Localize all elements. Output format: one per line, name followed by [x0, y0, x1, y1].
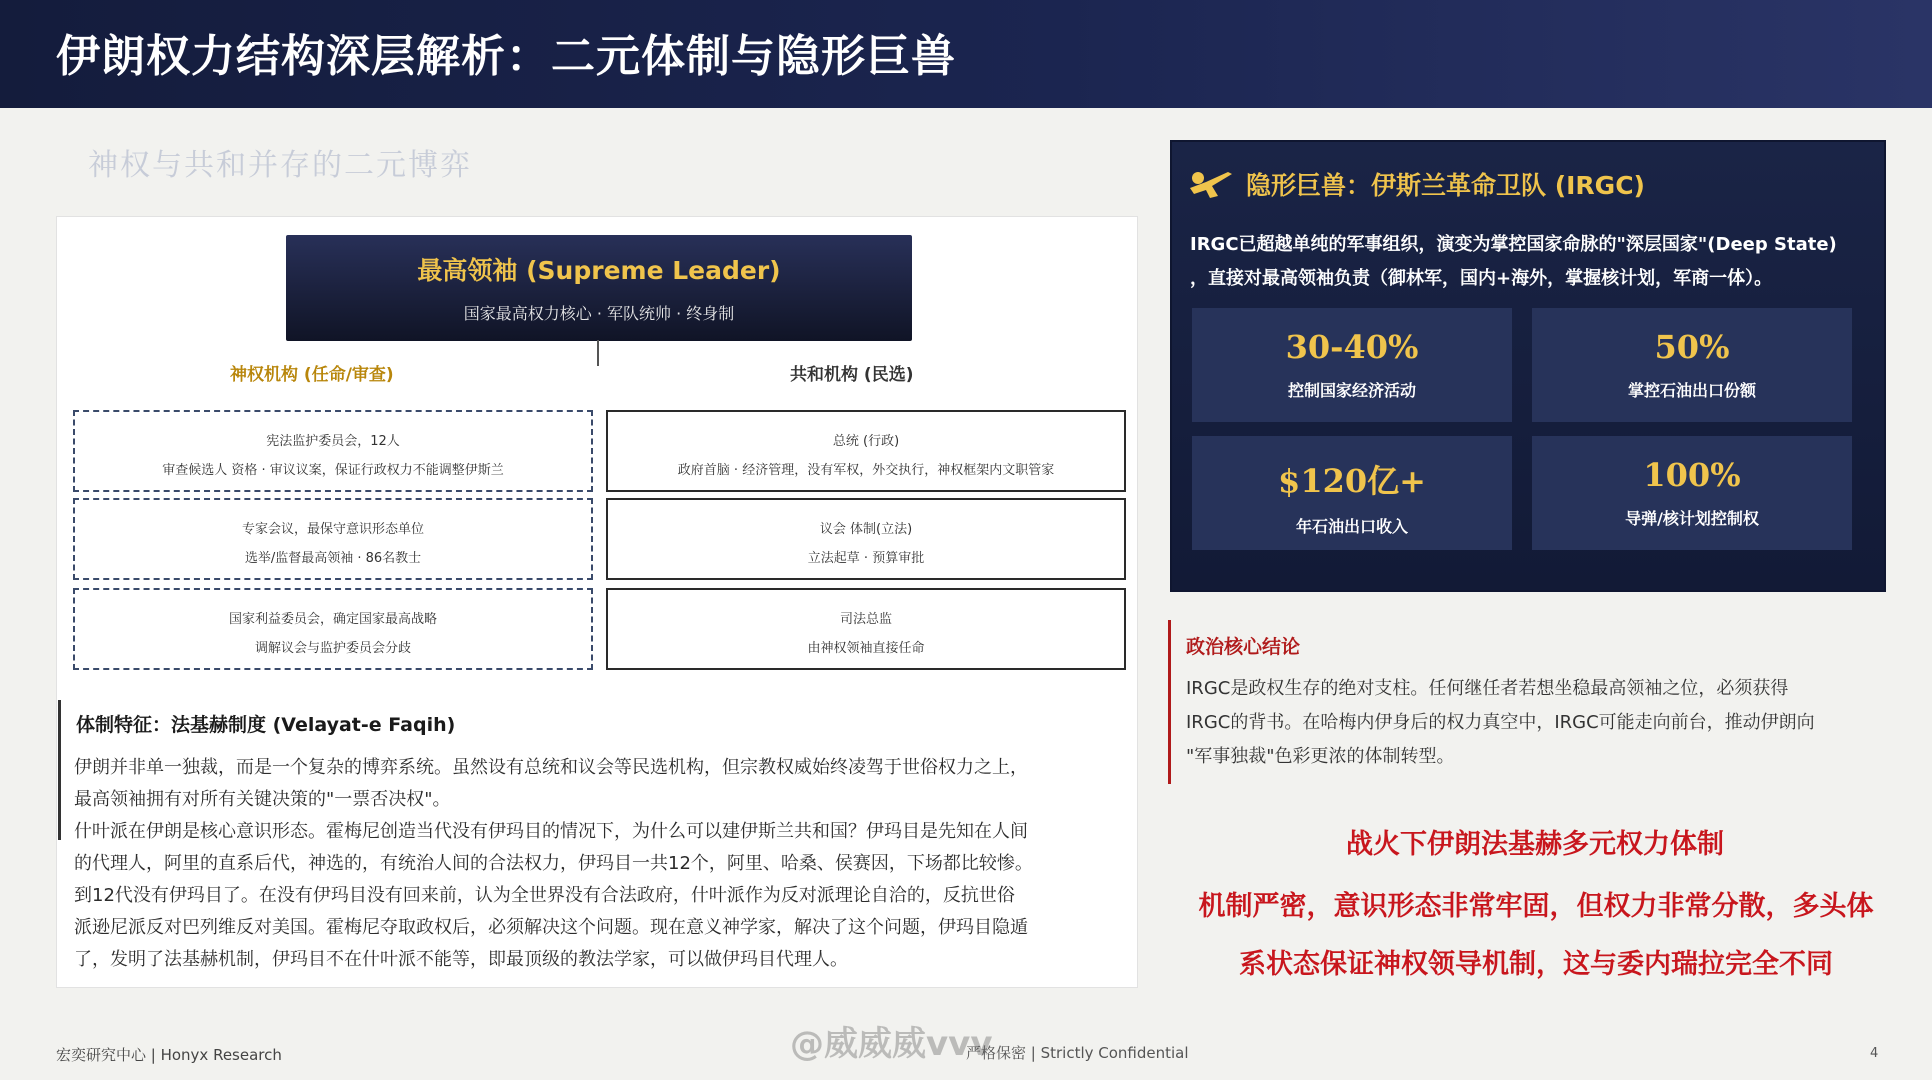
- stat-label: 年石油出口收入: [1295, 517, 1408, 536]
- stat-card: [1532, 308, 1852, 422]
- stat-value: 50%: [1654, 328, 1730, 366]
- conclusion-text: [1186, 672, 1886, 774]
- stat-value: 30-40%: [1285, 328, 1419, 366]
- box-line: 专家会议，最保守意识形态单位: [241, 522, 424, 537]
- stat-card: [1192, 308, 1512, 422]
- conclusion-line: IRGC是政权生存的绝对支柱。任何继任者若想坐稳最高领袖之位，必须获得: [1186, 678, 1789, 699]
- box-line: 政府首脑 · 经济管理，没有军权，外交执行，神权框架内文职管家: [677, 463, 1055, 478]
- conclusion-title: 政治核心结论: [1186, 636, 1301, 658]
- section-subtitle: 神权与共和并存的二元博弈: [88, 148, 472, 183]
- box-line: 立法起草 · 预算审批: [807, 551, 925, 566]
- expediency-council-box: [73, 588, 593, 670]
- red-note: 系状态保证神权领导机制，这与委内瑞拉完全不同: [1239, 949, 1833, 980]
- paragraph-line: 派逊尼派反对巴列维反对美国。霍梅尼夺取政权后，必须解决这个问题。现在意义神学家，解决了这个问题，伊玛目隐遁: [74, 917, 1028, 938]
- paragraph-line: 了，发明了法基赫机制，伊玛目不在什叶派不能等，即最顶级的教法学家，可以做伊玛目代理人。: [74, 949, 848, 970]
- box-line: 宪法监护委员会，12人: [266, 434, 400, 449]
- irgc-title: 隐形巨兽：伊斯兰革命卫队 (IRGC): [1246, 171, 1645, 200]
- conclusion-line: IRGC的背书。在哈梅内伊身后的权力真空中，IRGC可能走向前台，推动伊朗向: [1186, 712, 1815, 733]
- paragraph-line: 的代理人，阿里的直系后代，神选的，有统治人间的合法权力，伊玛目一共12个，阿里、哈桑、侯赛因，下场都比较惨。: [74, 853, 1033, 874]
- trait-accent-bar: [58, 700, 61, 840]
- rifle-icon: [1188, 166, 1234, 200]
- stat-card: [1192, 436, 1512, 550]
- judiciary-box: [606, 588, 1126, 670]
- paragraph-line: 到12代没有伊玛目了。在没有伊玛目没有回来前，认为全世界没有合法政府，什叶派作为反对派理论自洽的，反抗世俗: [74, 885, 1015, 906]
- stat-value: 100%: [1643, 456, 1741, 494]
- paragraph-line: 最高领袖拥有对所有关键决策的"一票否决权"。: [74, 789, 451, 810]
- box-line: 审查候选人 资格 · 审议议案，保证行政权力不能调整伊斯兰: [162, 463, 504, 478]
- paragraph-line: 什叶派在伊朗是核心意识形态。霍梅尼创造当代没有伊玛目的情况下，为什么可以建伊斯兰共和国？伊玛目是先知在人间: [74, 821, 1028, 842]
- red-note: 战火下伊朗法基赫多元权力体制: [1346, 829, 1724, 860]
- footer-org: 宏奕研究中心 | Honyx Research: [56, 1046, 282, 1064]
- stat-card: [1532, 436, 1852, 550]
- stat-label: 控制国家经济活动: [1287, 381, 1416, 400]
- irgc-desc-line: IRGC已超越单纯的军事组织，演变为掌控国家命脉的"深层国家"(Deep State): [1190, 234, 1837, 255]
- footer-confidential: 严格保密 | Strictly Confidential: [966, 1044, 1189, 1062]
- stat-value: $120亿+: [1278, 462, 1426, 500]
- supreme-leader-title: 最高领袖 (Supreme Leader): [417, 256, 781, 285]
- box-line: 调解议会与监护委员会分歧: [254, 641, 411, 656]
- trait-title: 体制特征：法基赫制度 (Velayat-e Faqih): [76, 714, 456, 736]
- theocratic-label: 神权机构 (任命/审查): [230, 365, 394, 385]
- box-line: 总统 (行政): [832, 434, 900, 449]
- stat-label: 导弹/核计划控制权: [1625, 509, 1759, 528]
- box-line: 选举/监督最高领袖 · 86名教士: [244, 551, 422, 566]
- guardian-council-box: [73, 410, 593, 492]
- assembly-of-experts-box: [73, 498, 593, 580]
- red-note: 机制严密，意识形态非常牢固，但权力非常分散，多头体: [1198, 891, 1874, 922]
- paragraph-line: 伊朗并非单一独裁，而是一个复杂的博弈系统。虽然设有总统和议会等民选机构，但宗教权威始终凌驾于世俗权力之上，: [74, 757, 1028, 778]
- box-line: 议会 体制(立法): [819, 522, 913, 537]
- irgc-desc-line: ，直接对最高领袖负责（御林军，国内+海外，掌握核计划，军商一体）。: [1190, 268, 1773, 289]
- republican-label: 共和机构 (民选): [790, 365, 914, 385]
- president-box: [606, 410, 1126, 492]
- page-title: 伊朗权力结构深层解析：二元体制与隐形巨兽: [56, 31, 956, 82]
- irgc-description: [1190, 228, 1870, 296]
- watermark: @威威威vvv: [790, 1024, 993, 1064]
- conclusion-accent-bar: [1168, 620, 1171, 784]
- box-line: 由神权领袖直接任命: [807, 641, 925, 656]
- stat-label: 掌控石油出口份额: [1627, 381, 1756, 400]
- branch-connector: [597, 340, 599, 366]
- box-line: 司法总监: [839, 612, 892, 627]
- box-line: 国家利益委员会，确定国家最高战略: [228, 612, 437, 627]
- supreme-leader-box: [286, 235, 912, 341]
- supreme-leader-subtitle: 国家最高权力核心 · 军队统帅 · 终身制: [463, 304, 735, 323]
- page-number: 4: [1870, 1046, 1879, 1061]
- conclusion-line: "军事独裁"色彩更浓的体制转型。: [1186, 746, 1455, 767]
- parliament-box: [606, 498, 1126, 580]
- header-band: [0, 0, 1932, 108]
